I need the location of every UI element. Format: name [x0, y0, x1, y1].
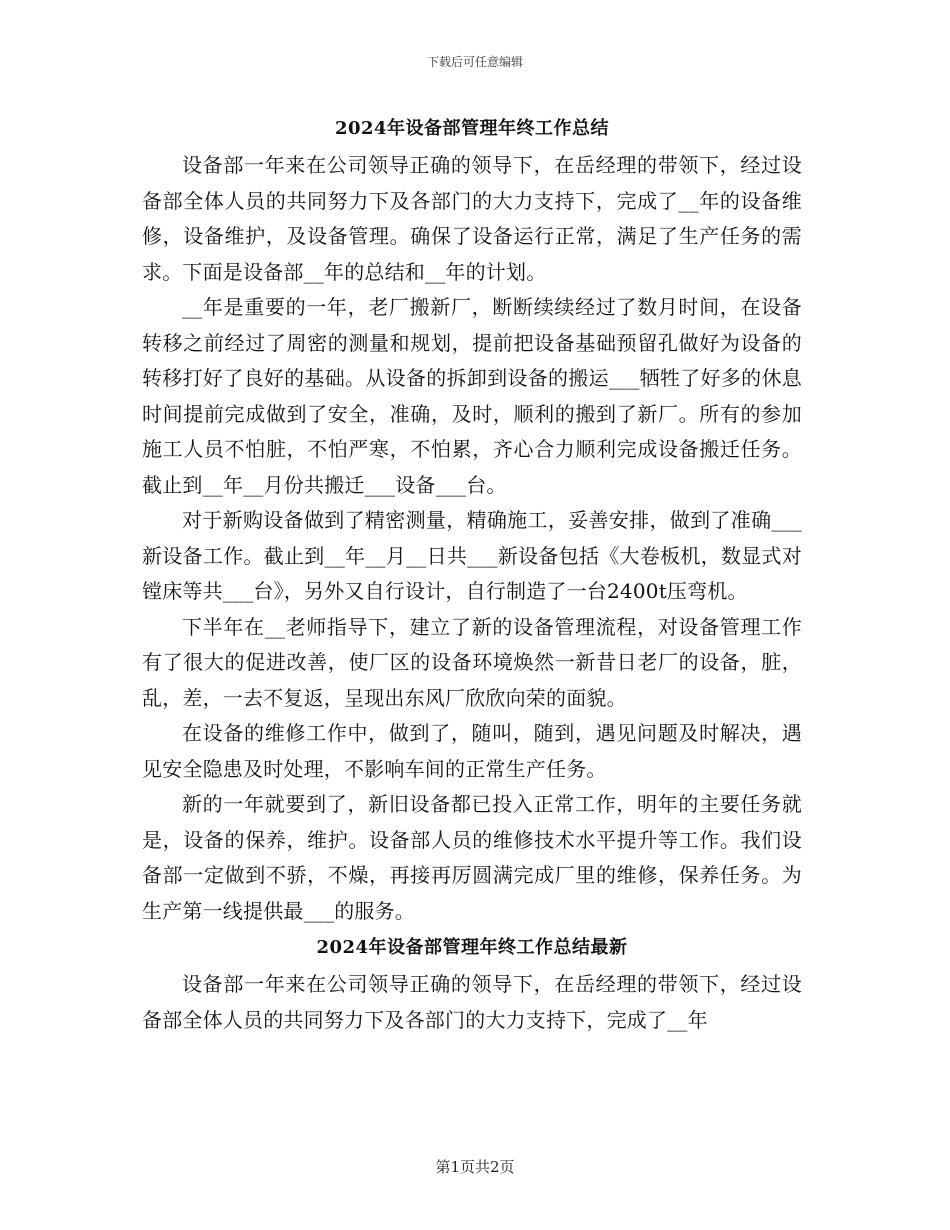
section-2-title: 2024年设备部管理年终工作总结最新: [316, 937, 628, 958]
paragraph-6: 新的一年就要到了，新旧设备都已投入正常工作，明年的主要任务就是，设备的保养，维护。设备部人员的维修技术水平提升等工作。我们设备部一定做到不骄，不燥，再接再厉圆满完成厂里的维修，保养任务。为生产第一线提供最___的服务。: [142, 792, 802, 923]
page-number: 第1页共2页: [435, 1158, 515, 1176]
section-2-paragraph: 设备部一年来在公司领导正确的领导下，在岳经理的带领下，经过设备部全体人员的共同努力下及各部门的大力支持下，完成了__年: [142, 972, 802, 1032]
document-body: [142, 110, 802, 1038]
paragraph-2: __年是重要的一年，老厂搬新厂，断断续续经过了数月时间，在设备转移之前经过了周密的测量和规划，提前把设备基础预留孔做好为设备的转移打好了良好的基础。从设备的拆卸到设备的搬运___牺牲了好多的休息时间提前完成做到了安全，准确，及时，顺利的搬到了新厂。所有的参加施工人员不怕脏，不怕严寒，不怕累，齐心合力顺利完成设备搬迁任务。截止到__年__月份共搬迁___设备___台。: [142, 295, 802, 497]
paragraph-5: 在设备的维修工作中，做到了，随叫，随到，遇见问题及时解决，遇见安全隐患及时处理，不影响车间的正常生产任务。: [142, 721, 802, 781]
document-title: 2024年设备部管理年终工作总结: [334, 118, 610, 139]
paragraph-1: 设备部一年来在公司领导正确的领导下，在岳经理的带领下，经过设备部全体人员的共同努力下及各部门的大力支持下，完成了__年的设备维修，设备维护，及设备管理。确保了设备运行正常，满足了生产任务的需求。下面是设备部__年的总结和__年的计划。: [142, 153, 802, 284]
paragraph-4: 下半年在__老师指导下，建立了新的设备管理流程，对设备管理工作有了很大的促进改善，使厂区的设备环境焕然一新昔日老厂的设备，脏，乱，差，一去不复返，呈现出东风厂欣欣向荣的面貌。: [142, 614, 802, 710]
paragraph-3: 对于新购设备做到了精密测量，精确施工，妥善安排，做到了准确___新设备工作。截止到__年__月__日共___新设备包括《大卷板机，数显式对镗床等共___台》，另外又自行设计，自行制造了一台2400t压弯机。: [142, 508, 802, 603]
page-header-note: 下载后可任意编辑: [426, 55, 523, 69]
